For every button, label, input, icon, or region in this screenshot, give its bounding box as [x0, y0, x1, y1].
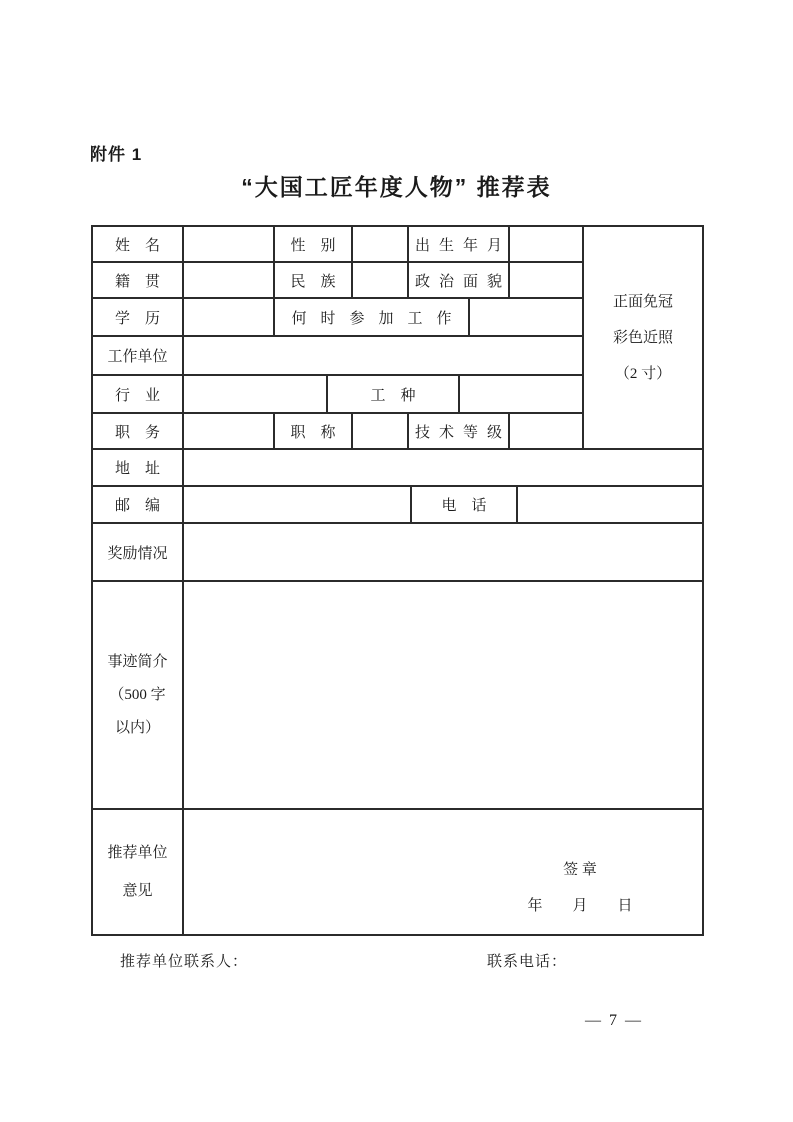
work-start-label: 何时参加工作: [275, 299, 470, 337]
date-label: 年 月 日: [527, 898, 633, 914]
industry-value-cell: [184, 376, 328, 414]
awards-value-cell: [184, 524, 702, 582]
political-status-value-cell: [510, 263, 582, 299]
professional-title-value-cell: [353, 414, 409, 450]
postcode-label: 邮 编: [93, 487, 184, 524]
deeds-label-line3: 以内）: [114, 719, 160, 736]
work-unit-label: 工作单位: [93, 337, 184, 376]
native-place-value-cell: [184, 263, 275, 299]
recommend-unit-opinion-cell: [184, 810, 702, 934]
deeds-label-line1: 事迹简介: [107, 653, 168, 670]
page-number: — 7 —: [585, 1012, 643, 1029]
gender-value-cell: [353, 227, 409, 263]
address-value-cell: [184, 450, 702, 487]
name-label: 姓 名: [93, 227, 184, 263]
education-value-cell: [184, 299, 275, 337]
recommendation-form-table: [91, 225, 704, 936]
native-place-label: 籍 贯: [93, 263, 184, 299]
professional-title-label: 职 称: [275, 414, 353, 450]
recommend-unit-opinion-label: [93, 810, 184, 934]
industry-label: 行 业: [93, 376, 184, 414]
phone-value-cell: [518, 487, 702, 524]
page-title: “大国工匠年度人物” 推荐表: [241, 174, 552, 200]
education-label: 学 历: [93, 299, 184, 337]
birth-date-label: 出生年月: [409, 227, 510, 263]
table-grid: [93, 227, 702, 934]
work-unit-value-cell: [184, 337, 582, 376]
photo-text-line2: 彩色近照: [612, 329, 673, 346]
position-label: 职 务: [93, 414, 184, 450]
postcode-value-cell: [184, 487, 412, 524]
attachment-label: 附件 1: [90, 145, 143, 164]
position-value-cell: [184, 414, 275, 450]
awards-label: 奖励情况: [93, 524, 184, 582]
deeds-label-line2: （500 字: [109, 686, 166, 703]
work-start-value-cell: [470, 299, 582, 337]
photo-placeholder-cell: [582, 227, 702, 450]
ethnicity-label: 民 族: [275, 263, 353, 299]
contact-phone-label: 联系电话：: [487, 954, 568, 970]
deeds-label: [93, 582, 184, 810]
ethnicity-value-cell: [353, 263, 409, 299]
contact-person-label: 推荐单位联系人：: [120, 954, 249, 970]
name-value-cell: [184, 227, 275, 263]
seal-date-block: [524, 852, 636, 924]
photo-text-line1: 正面免冠: [612, 293, 673, 310]
birth-date-value-cell: [510, 227, 582, 263]
political-status-label: 政治面貌: [409, 263, 510, 299]
phone-label: 电 话: [412, 487, 518, 524]
address-label: 地 址: [93, 450, 184, 487]
photo-text-line3: （2 寸）: [614, 365, 672, 382]
recommend-label-line2: 意见: [122, 883, 153, 899]
job-type-value-cell: [460, 376, 582, 414]
deeds-value-cell: [184, 582, 702, 810]
seal-label: 签 章: [563, 862, 597, 878]
skill-level-label: 技术等级: [409, 414, 510, 450]
job-type-label: 工 种: [328, 376, 460, 414]
skill-level-value-cell: [510, 414, 582, 450]
gender-label: 性 别: [275, 227, 353, 263]
recommend-label-line1: 推荐单位: [107, 845, 168, 861]
